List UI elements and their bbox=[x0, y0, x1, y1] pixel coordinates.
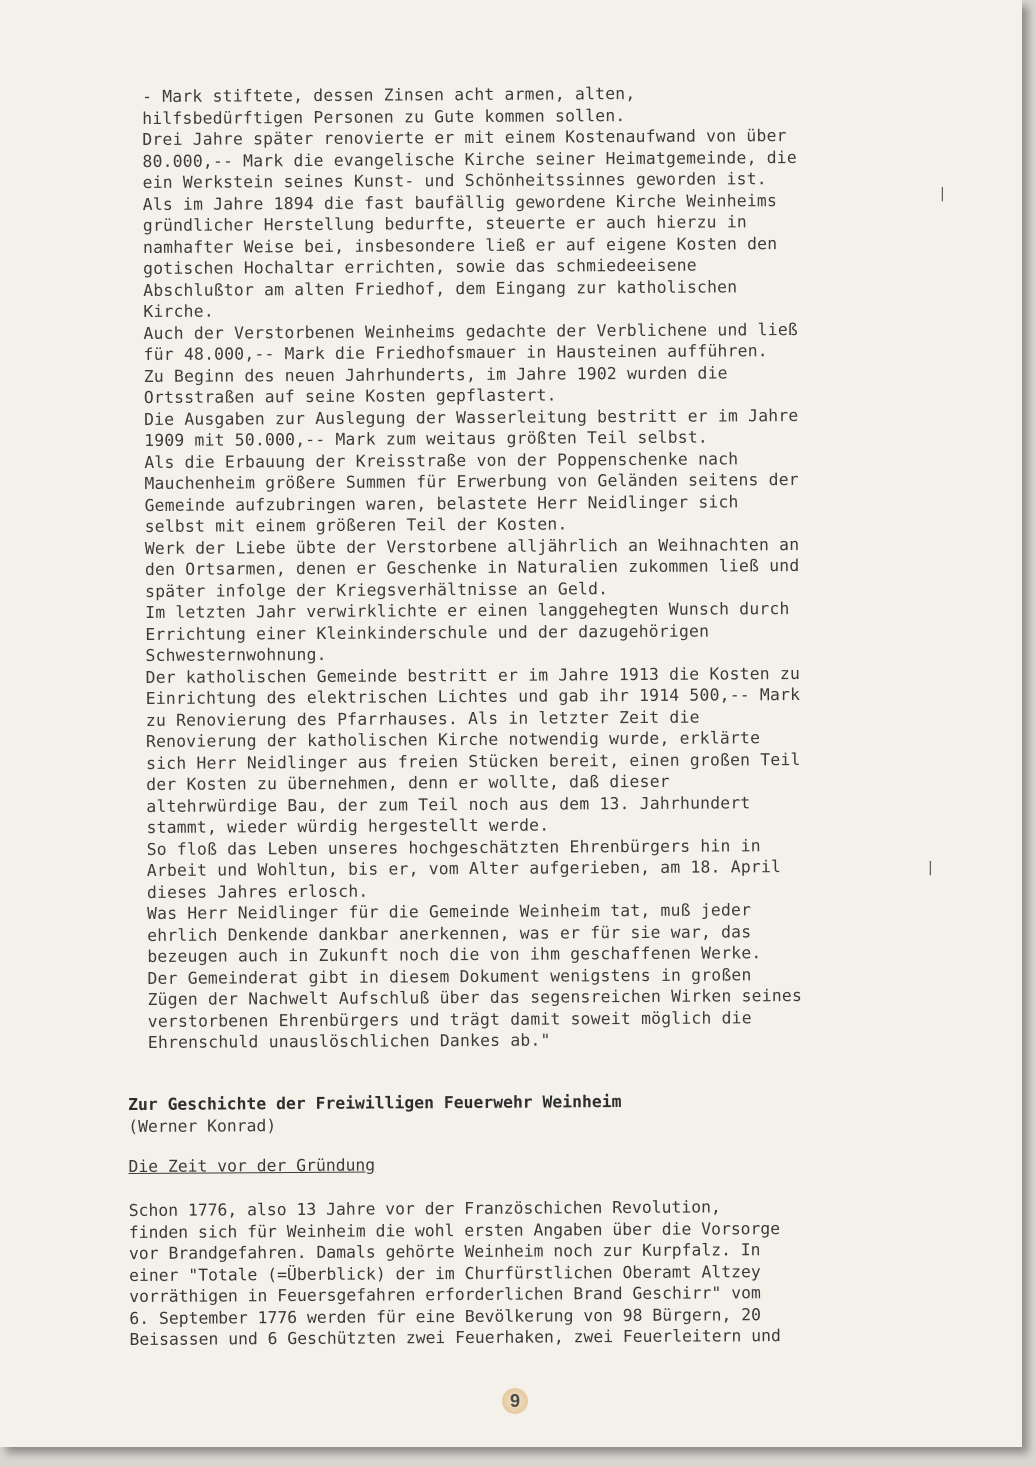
text-line: gründlicher Herstellung bedurfte, steuerte er auch hierzu in bbox=[142, 212, 747, 235]
text-line: Die Ausgaben zur Auslegung der Wasserleitung bestritt er im Jahre bbox=[143, 405, 799, 429]
text-line: altehrwürdige Bau, der zum Teil noch aus dem 13. Jahrhundert bbox=[146, 792, 751, 816]
text-line: ehrlich Denkende dankbar anerkennen, was er für sie war, das bbox=[147, 921, 752, 945]
text-line: bezeugen auch in Zukunft noch die von ihm geschaffenen Werke. bbox=[147, 943, 762, 966]
text-line: Auch der Verstorbenen Weinheims gedachte der Verblichene und ließ bbox=[143, 319, 798, 343]
text-line: Der Gemeinderat gibt in diesem Dokument wenigstens in großen bbox=[147, 964, 752, 988]
text-line: Was Herr Neidlinger für die Gemeinde Weinheim tat, muß jeder bbox=[146, 900, 752, 923]
text-line: Zügen der Nachwelt Aufschluß über das segensreichen Wirken seines bbox=[147, 985, 803, 1009]
text-line: Drei Jahre später renovierte er mit einem Kostenaufwand von über bbox=[142, 126, 787, 149]
text-line: Schon 1776, also 13 Jahre vor der Französchichen Revolution, bbox=[128, 1197, 721, 1220]
text-line: Mauchenheim größere Summen für Erwerbung von Geländen seitens der bbox=[144, 469, 799, 493]
text-line: später infolge der Kriegsverhältnisse an Geld. bbox=[145, 578, 609, 601]
text-line: 80.000,-- Mark die evangelische Kirche seiner Heimatgemeinde, die bbox=[142, 147, 797, 171]
text-line: Errichtung einer Kleinkinderschule und der dazugehörigen bbox=[145, 621, 710, 644]
text-line: Werk der Liebe übte der Verstorbene alljährlich an Weihnachten an bbox=[144, 534, 800, 558]
article-continuation bbox=[142, 81, 978, 1054]
text-line: gotischen Hochaltar errichten, sowie das schmiedeeisene bbox=[143, 255, 697, 278]
margin-mark: | bbox=[928, 860, 933, 876]
margin-mark: | bbox=[940, 186, 945, 202]
text-line: So floß das Leben unseres hochgeschätzten Ehrenbürgers hin in bbox=[146, 835, 761, 859]
text-line: Einrichtung des elektrischen Lichtes und gab ihr 1914 500,-- Mark bbox=[145, 684, 801, 708]
text-line: stammt, wieder würdig hergestellt werde. bbox=[146, 815, 550, 837]
text-line: dieses Jahres erlosch. bbox=[146, 881, 369, 902]
text-line: Schwesternwohnung. bbox=[145, 644, 327, 665]
text-line: Zu Beginn des neuen Jahrhunderts, im Jahre 1902 wurden die bbox=[143, 362, 728, 386]
section-author: (Werner Konrad) bbox=[128, 1116, 277, 1136]
text-line: Ehrenschuld unauslöschlichen Dankes ab." bbox=[147, 1030, 551, 1052]
text-line: Ortsstraßen auf seine Kosten gepflastert. bbox=[143, 385, 557, 407]
text-line: einer "Totale (=Überblick) der im Churfürstlichen Oberamt Altzey bbox=[129, 1261, 761, 1285]
text-line: Abschlußtor am alten Friedhof, dem Eingang zur katholischen bbox=[143, 276, 738, 300]
text-line: Renovierung der katholischen Kirche notwendig wurde, erklärte bbox=[145, 728, 761, 751]
text-line: Der katholischen Gemeinde bestritt er im Jahre 1913 die Kosten zu bbox=[145, 663, 801, 687]
section-subheading: Die Zeit vor der Gründung bbox=[128, 1155, 376, 1176]
text-line: Beisassen und 6 Geschützten zwei Feuerhaken, zwei Feuerleitern und bbox=[129, 1326, 781, 1349]
text-line: selbst mit einem größeren Teil der Kosten. bbox=[144, 514, 568, 536]
text-line: für 48.000,-- Mark die Friedhofsmauer in Hausteinen aufführen. bbox=[143, 341, 768, 364]
text-line: zu Renovierung des Pfarrhauses. Als in letzter Zeit die bbox=[145, 707, 700, 730]
text-line: 1909 mit 50.000,-- Mark zum weitaus größten Teil selbst. bbox=[144, 427, 709, 450]
text-line: Als die Erbauung der Kreisstraße von der Poppenschenke nach bbox=[144, 448, 739, 472]
text-line: 6. September 1776 werden für eine Bevölkerung von 98 Bürgern, 20 bbox=[129, 1304, 761, 1328]
text-line: namhafter Weise bei, insbesondere ließ er auf eigene Kosten den bbox=[142, 233, 778, 257]
section-heading: Zur Geschichte der Freiwilligen Feuerwehr Weinheim bbox=[128, 1091, 622, 1114]
text-line: hilfsbedürftigen Personen zu Gute kommen sollen. bbox=[142, 105, 626, 128]
text-line: Als im Jahre 1894 die fast baufällig gewordene Kirche Weinheims bbox=[142, 190, 778, 214]
section-paragraph bbox=[129, 1195, 970, 1351]
fire-brigade-section bbox=[128, 1089, 970, 1351]
text-line: finden sich für Weinheim die wohl ersten Angaben über die Vorsorge bbox=[128, 1218, 781, 1242]
text-line: der Kosten zu übernehmen, denn er wollte, daß dieser bbox=[146, 771, 670, 794]
text-line: ein Werkstein seines Kunst- und Schönheitssinnes geworden ist. bbox=[142, 169, 767, 192]
text-line: vorräthigen in Feuersgefahren erforderlichen Brand Geschirr" vom bbox=[129, 1283, 761, 1306]
text-line: Gemeinde aufzubringen waren, belastete Herr Neidlinger sich bbox=[144, 491, 739, 515]
text-line: sich Herr Neidlinger aus freien Stücken bereit, einen großen Teil bbox=[146, 749, 801, 773]
page-number: 9 bbox=[502, 1388, 528, 1414]
text-line: Arbeit und Wohltun, bis er, vom Alter aufgerieben, am 18. April bbox=[146, 857, 782, 880]
text-line: den Ortsarmen, denen er Geschenke in Naturalien zukommen ließ und bbox=[144, 555, 800, 579]
text-line: verstorbenen Ehrenbürgers und trägt damit soweit möglich die bbox=[147, 1007, 752, 1031]
text-line: - Mark stiftete, dessen Zinsen acht armen, alten, bbox=[142, 83, 636, 106]
text-line: Kirche. bbox=[143, 301, 214, 321]
text-line: Im letzten Jahr verwirklichte er einen langgehegten Wunsch durch bbox=[145, 599, 790, 622]
text-line: vor Brandgefahren. Damals gehörte Weinheim noch zur Kurpfalz. In bbox=[128, 1240, 761, 1263]
